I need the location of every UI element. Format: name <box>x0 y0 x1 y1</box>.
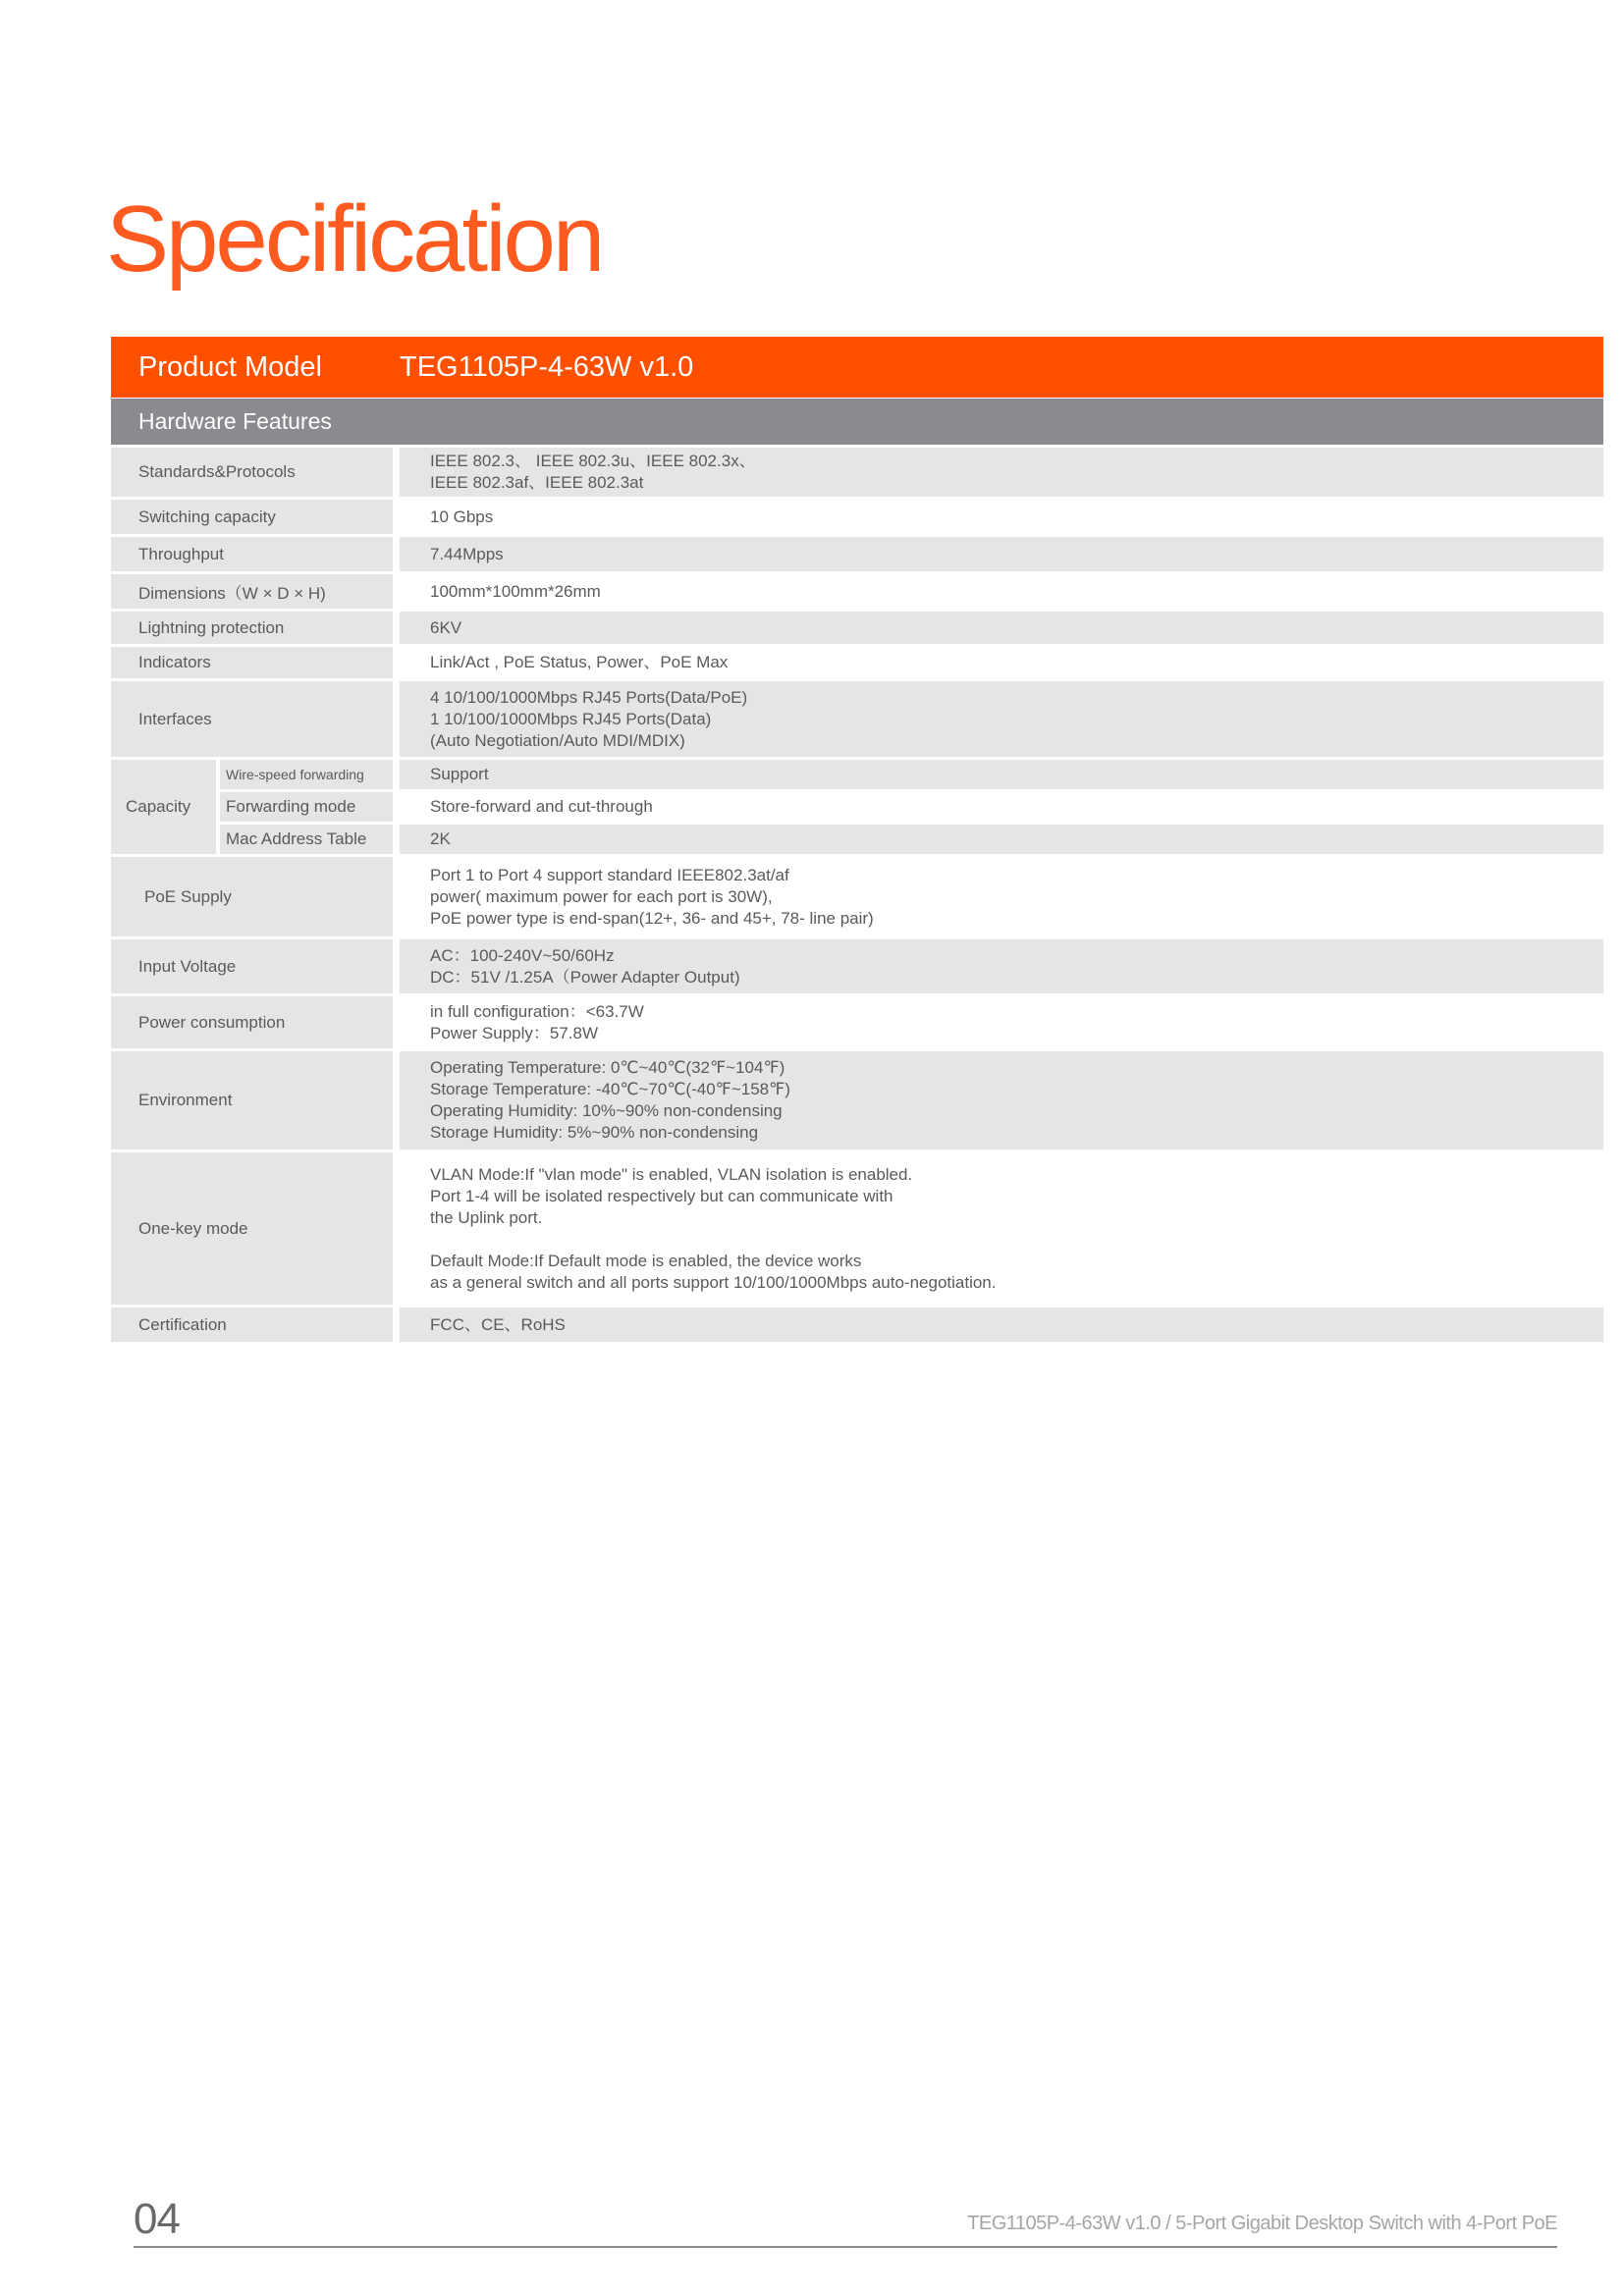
spec-line: Operating Temperature: 0℃~40℃(32℉~104℉) <box>430 1058 785 1077</box>
spec-line: 10 Gbps <box>430 507 494 526</box>
spec-label: Throughput <box>111 537 393 571</box>
spec-label: Power consumption <box>111 996 393 1048</box>
spec-row-one-key <box>111 1152 1603 1305</box>
spec-line: Port 1 to Port 4 support standard IEEE802.3at/af <box>430 865 789 884</box>
spec-line: (Auto Negotiation/Auto MDI/MDIX) <box>430 730 685 750</box>
spec-value <box>400 448 1603 497</box>
spec-line: DC：51V /1.25A（Power Adapter Output) <box>430 967 740 987</box>
spec-label: Dimensions（W × D × H) <box>111 574 393 609</box>
spec-row-poe <box>111 857 1603 936</box>
capacity-sub-value: 2K <box>400 825 1603 854</box>
product-model-label: Product Model <box>138 350 322 383</box>
capacity-sub-value: Support <box>400 760 1603 789</box>
footer-divider <box>134 2246 1557 2248</box>
capacity-sub-label: Forwarding mode <box>220 792 393 822</box>
spec-label: Lightning protection <box>111 612 393 644</box>
spec-value <box>400 939 1603 993</box>
section-title: Hardware Features <box>138 408 332 434</box>
spec-table <box>111 337 1603 1342</box>
spec-line: Port 1-4 will be isolated respectively but can communicate with <box>430 1186 893 1205</box>
spec-value <box>400 1308 1603 1342</box>
spec-line: Storage Temperature: -40℃~70℃(-40℉~158℉) <box>430 1080 790 1098</box>
spec-label: Switching capacity <box>111 500 393 534</box>
capacity-label: Capacity <box>111 760 216 854</box>
spec-line: power( maximum power for each port is 30W), <box>430 886 773 906</box>
spec-value <box>400 996 1603 1048</box>
spec-value <box>400 537 1603 571</box>
spec-row-power <box>111 996 1603 1048</box>
spec-line: Power Supply：57.8W <box>430 1023 599 1042</box>
spec-line: 100mm*100mm*26mm <box>430 581 601 601</box>
spec-label: Input Voltage <box>111 939 393 993</box>
spec-row-environment <box>111 1051 1603 1149</box>
spec-line: Default Mode:If Default mode is enabled, the device works <box>430 1251 862 1270</box>
spec-row-input-voltage <box>111 939 1603 993</box>
spec-line: 4 10/100/1000Mbps RJ45 Ports(Data/PoE) <box>430 687 748 707</box>
section-header <box>111 399 1603 445</box>
spec-group-capacity <box>111 760 1603 854</box>
spec-line: IEEE 802.3、 IEEE 802.3u、IEEE 802.3x、 <box>430 452 756 470</box>
page-number: 04 <box>134 2195 180 2243</box>
spec-line: 6KV <box>430 617 462 637</box>
spec-row-lightning <box>111 612 1603 644</box>
capacity-sub-label: Mac Address Table <box>220 825 393 854</box>
spec-row-throughput <box>111 537 1603 571</box>
spec-label: PoE Supply <box>111 857 393 936</box>
spec-line: in full configuration：<63.7W <box>430 1001 644 1021</box>
spec-value <box>400 857 1603 936</box>
spec-row-indicators <box>111 647 1603 678</box>
spec-line: 7.44Mpps <box>430 544 504 563</box>
capacity-row-wire-speed <box>220 760 1603 789</box>
capacity-row-mac <box>220 825 1603 854</box>
spec-line: Link/Act , PoE Status, Power、PoE Max <box>430 653 729 671</box>
spec-row-standards <box>111 448 1603 497</box>
capacity-sub-value: Store-forward and cut-through <box>400 792 1603 822</box>
spec-label: Environment <box>111 1051 393 1149</box>
spec-value <box>400 681 1603 757</box>
spec-row-interfaces <box>111 681 1603 757</box>
spec-line: AC：100-240V~50/60Hz <box>430 945 615 965</box>
spec-line: FCC、CE、RoHS <box>430 1314 566 1334</box>
spec-value <box>400 500 1603 534</box>
spec-line: IEEE 802.3af、IEEE 802.3at <box>430 473 644 492</box>
spec-label: Standards&Protocols <box>111 448 393 497</box>
spec-value <box>400 647 1603 678</box>
spec-row-dimensions <box>111 574 1603 609</box>
spec-label: Indicators <box>111 647 393 678</box>
spec-value <box>400 574 1603 609</box>
spec-line: Operating Humidity: 10%~90% non-condensing <box>430 1101 783 1120</box>
product-model-value: TEG1105P-4-63W v1.0 <box>400 350 694 383</box>
page-title: Specification <box>106 187 603 292</box>
spec-row-certification <box>111 1308 1603 1342</box>
capacity-sub-label: Wire-speed forwarding <box>220 760 393 789</box>
spec-label: One-key mode <box>111 1152 393 1305</box>
capacity-row-forwarding <box>220 792 1603 822</box>
spec-value <box>400 1152 1603 1305</box>
spec-value <box>400 612 1603 644</box>
footer-title: TEG1105P-4-63W v1.0 / 5-Port Gigabit Desktop Switch with 4-Port PoE <box>967 2213 1557 2234</box>
spec-line: PoE power type is end-span(12+, 36- and 45+, 78- line pair) <box>430 908 874 928</box>
spec-value <box>400 1051 1603 1149</box>
spec-line: the Uplink port. <box>430 1207 543 1227</box>
product-model-row <box>111 337 1603 398</box>
spec-label: Certification <box>111 1308 393 1342</box>
spec-line: as a general switch and all ports support 10/100/1000Mbps auto-negotiation. <box>430 1272 997 1292</box>
spec-row-switching <box>111 500 1603 534</box>
spec-label: Interfaces <box>111 681 393 757</box>
spec-line: 1 10/100/1000Mbps RJ45 Ports(Data) <box>430 709 712 728</box>
spec-line: Storage Humidity: 5%~90% non-condensing <box>430 1123 759 1142</box>
spec-line: VLAN Mode:If "vlan mode" is enabled, VLAN isolation is enabled. <box>430 1164 913 1184</box>
